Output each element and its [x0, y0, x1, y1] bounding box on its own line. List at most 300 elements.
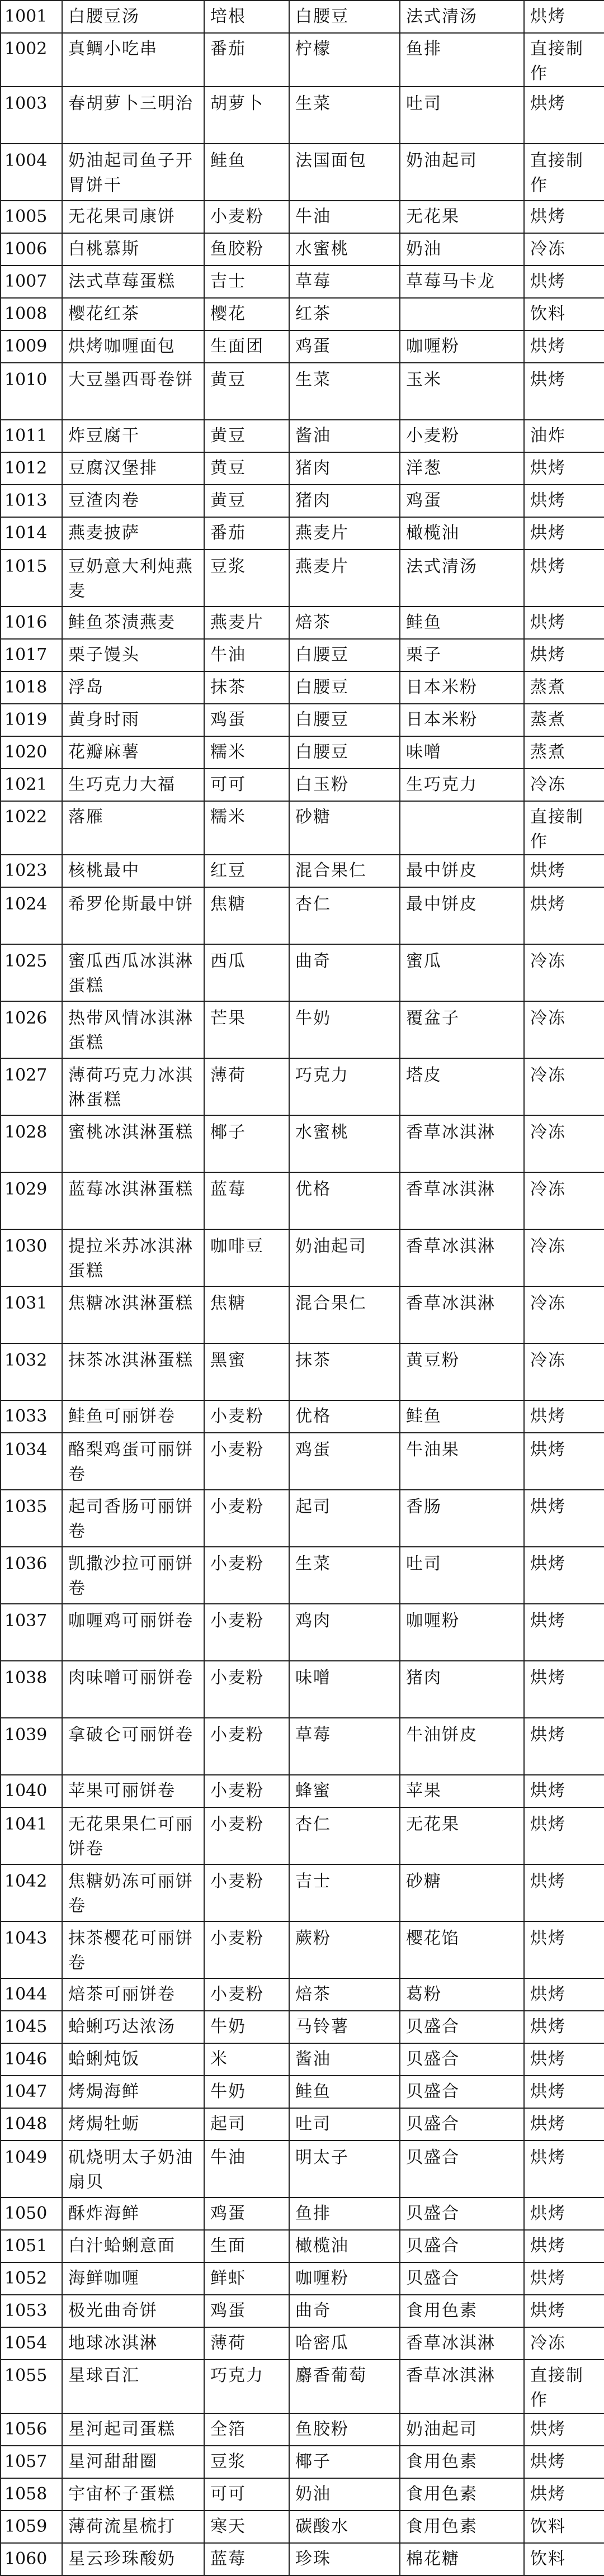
table-row: [1, 1807, 604, 1864]
recipe-name-cell: 樱花红茶: [62, 298, 204, 330]
ingredient-1-cell: 巧克力: [204, 2360, 289, 2413]
ingredient-1-cell: 蓝莓: [204, 2543, 289, 2575]
cooking-method-cell: 烘烤: [524, 1400, 604, 1433]
table-row: [1, 2478, 604, 2511]
recipe-name-cell: 烤焗牡蛎: [62, 2108, 204, 2141]
recipe-name-cell: 浮岛: [62, 671, 204, 704]
table-row: [1, 2543, 604, 2575]
ingredient-1-cell: 豆浆: [204, 2446, 289, 2478]
ingredient-1-cell: 薄荷: [204, 1058, 289, 1115]
ingredient-2-cell: 生菜: [289, 1547, 400, 1604]
ingredient-2-cell: 白腰豆: [289, 736, 400, 769]
recipe-name-cell: 蜜桃冰淇淋蛋糕: [62, 1115, 204, 1172]
cooking-method-cell: 烘烤: [524, 330, 604, 363]
ingredient-3-cell: 玉米: [400, 363, 524, 420]
recipe-name-cell: 咖喱鸡可丽饼卷: [62, 1604, 204, 1661]
recipe-id-cell: 1029: [1, 1172, 62, 1229]
table-row: [1, 363, 604, 420]
ingredient-1-cell: 小麦粉: [204, 1718, 289, 1775]
cooking-method-cell: 烘烤: [524, 607, 604, 639]
ingredient-2-cell: 吉士: [289, 1864, 400, 1921]
ingredient-1-cell: 焦糖: [204, 887, 289, 944]
ingredient-1-cell: 抹茶: [204, 671, 289, 704]
recipe-id-cell: 1028: [1, 1115, 62, 1172]
recipe-name-cell: 极光曲奇饼: [62, 2295, 204, 2327]
recipe-id-cell: 1047: [1, 2076, 62, 2108]
table-row: [1, 1058, 604, 1115]
recipe-name-cell: 酥炸海鲜: [62, 2198, 204, 2230]
recipe-id-cell: 1013: [1, 485, 62, 517]
ingredient-1-cell: 番茄: [204, 33, 289, 87]
cooking-method-cell: 直接制作: [524, 2360, 604, 2413]
ingredient-1-cell: 生面: [204, 2230, 289, 2262]
cooking-method-cell: 直接制作: [524, 33, 604, 87]
ingredient-3-cell: 塔皮: [400, 1058, 524, 1115]
recipe-id-cell: 1044: [1, 1978, 62, 2011]
cooking-method-cell: 冷冻: [524, 1001, 604, 1058]
table-row: [1, 485, 604, 517]
cooking-method-cell: 冷冻: [524, 233, 604, 266]
ingredient-2-cell: 白腰豆: [289, 671, 400, 704]
ingredient-1-cell: 鸡蛋: [204, 2295, 289, 2327]
table-row: [1, 855, 604, 887]
table-row: [1, 2198, 604, 2230]
ingredient-2-cell: 水蜜桃: [289, 1115, 400, 1172]
recipe-id-cell: 1002: [1, 33, 62, 87]
table-row: [1, 639, 604, 671]
recipe-name-cell: 蛤蜊巧达浓汤: [62, 2011, 204, 2043]
ingredient-2-cell: 焙茶: [289, 1978, 400, 2011]
table-row: [1, 1775, 604, 1807]
ingredient-1-cell: 小麦粉: [204, 1604, 289, 1661]
ingredient-3-cell: 奶油: [400, 233, 524, 266]
cooking-method-cell: 烘烤: [524, 1864, 604, 1921]
cooking-method-cell: 冷冻: [524, 1343, 604, 1400]
recipe-name-cell: 燕麦披萨: [62, 517, 204, 550]
ingredient-2-cell: 猪肉: [289, 452, 400, 485]
cooking-method-cell: 烘烤: [524, 1775, 604, 1807]
ingredient-2-cell: 吐司: [289, 2108, 400, 2141]
recipe-id-cell: 1040: [1, 1775, 62, 1807]
ingredient-1-cell: 鸡蛋: [204, 704, 289, 736]
ingredient-1-cell: 鲑鱼: [204, 144, 289, 201]
ingredient-3-cell: 草莓马卡龙: [400, 266, 524, 298]
table-row: [1, 550, 604, 607]
cooking-method-cell: 直接制作: [524, 144, 604, 201]
table-row: [1, 1661, 604, 1718]
ingredient-2-cell: 酱油: [289, 420, 400, 452]
table-row: [1, 1400, 604, 1433]
ingredient-2-cell: 白腰豆: [289, 704, 400, 736]
table-row: [1, 2262, 604, 2295]
ingredient-3-cell: 橄榄油: [400, 517, 524, 550]
ingredient-1-cell: 糯米: [204, 801, 289, 855]
recipe-name-cell: 抹茶冰淇淋蛋糕: [62, 1343, 204, 1400]
ingredient-3-cell: 食用色素: [400, 2446, 524, 2478]
cooking-method-cell: 烘烤: [524, 485, 604, 517]
cooking-method-cell: 烘烤: [524, 1547, 604, 1604]
ingredient-1-cell: 黑蜜: [204, 1343, 289, 1400]
ingredient-3-cell: 食用色素: [400, 2511, 524, 2543]
table-row: [1, 330, 604, 363]
ingredient-3-cell: 最中饼皮: [400, 855, 524, 887]
recipe-id-cell: 1003: [1, 87, 62, 144]
recipe-name-cell: 豆奶意大利炖燕麦: [62, 550, 204, 607]
ingredient-3-cell: [400, 298, 524, 330]
recipe-id-cell: 1026: [1, 1001, 62, 1058]
table-row: [1, 2141, 604, 2198]
recipe-id-cell: 1025: [1, 944, 62, 1001]
ingredient-2-cell: 鸡肉: [289, 1604, 400, 1661]
ingredient-2-cell: 优格: [289, 1172, 400, 1229]
ingredient-1-cell: 小麦粉: [204, 201, 289, 233]
table-row: [1, 607, 604, 639]
ingredient-1-cell: 红豆: [204, 855, 289, 887]
ingredient-1-cell: 小麦粉: [204, 1490, 289, 1547]
recipe-id-cell: 1046: [1, 2043, 62, 2076]
table-row: [1, 2327, 604, 2360]
cooking-method-cell: 烘烤: [524, 1604, 604, 1661]
recipe-id-cell: 1048: [1, 2108, 62, 2141]
ingredient-1-cell: 焦糖: [204, 1286, 289, 1343]
table-row: [1, 801, 604, 855]
table-row: [1, 266, 604, 298]
cooking-method-cell: 烘烤: [524, 2413, 604, 2446]
recipe-id-cell: 1049: [1, 2141, 62, 2198]
table-row: [1, 2108, 604, 2141]
recipe-id-cell: 1060: [1, 2543, 62, 2575]
ingredient-2-cell: 奶油: [289, 2478, 400, 2511]
recipe-name-cell: 矶烧明太子奶油扇贝: [62, 2141, 204, 2198]
ingredient-1-cell: 鱼胶粉: [204, 233, 289, 266]
recipe-name-cell: 白腰豆汤: [62, 1, 204, 33]
recipe-name-cell: 提拉米苏冰淇淋蛋糕: [62, 1229, 204, 1286]
ingredient-3-cell: 贝盛合: [400, 2076, 524, 2108]
recipe-name-cell: 肉味噌可丽饼卷: [62, 1661, 204, 1718]
recipe-name-cell: 大豆墨西哥卷饼: [62, 363, 204, 420]
ingredient-3-cell: 贝盛合: [400, 2011, 524, 2043]
recipe-name-cell: 春胡萝卜三明治: [62, 87, 204, 144]
ingredient-3-cell: 奶油起司: [400, 2413, 524, 2446]
table-row: [1, 1604, 604, 1661]
ingredient-2-cell: 红茶: [289, 298, 400, 330]
ingredient-1-cell: 生面团: [204, 330, 289, 363]
table-row: [1, 1978, 604, 2011]
table-row: [1, 1864, 604, 1921]
ingredient-1-cell: 糯米: [204, 736, 289, 769]
cooking-method-cell: 烘烤: [524, 2076, 604, 2108]
cooking-method-cell: 冷冻: [524, 2327, 604, 2360]
ingredient-3-cell: 贝盛合: [400, 2230, 524, 2262]
ingredient-3-cell: 吐司: [400, 87, 524, 144]
recipe-id-cell: 1043: [1, 1921, 62, 1978]
ingredient-2-cell: 鱼胶粉: [289, 2413, 400, 2446]
recipe-id-cell: 1030: [1, 1229, 62, 1286]
table-row: [1, 452, 604, 485]
recipe-id-cell: 1055: [1, 2360, 62, 2413]
ingredient-2-cell: 鱼排: [289, 2198, 400, 2230]
recipe-name-cell: 蛤蜊炖饭: [62, 2043, 204, 2076]
recipe-name-cell: 炸豆腐干: [62, 420, 204, 452]
table-row: [1, 1229, 604, 1286]
cooking-method-cell: 烘烤: [524, 2198, 604, 2230]
recipe-id-cell: 1027: [1, 1058, 62, 1115]
cooking-method-cell: 烘烤: [524, 2478, 604, 2511]
recipe-id-cell: 1053: [1, 2295, 62, 2327]
ingredient-3-cell: 味噌: [400, 736, 524, 769]
recipe-id-cell: 1036: [1, 1547, 62, 1604]
ingredient-2-cell: 混合果仁: [289, 855, 400, 887]
recipe-id-cell: 1051: [1, 2230, 62, 2262]
ingredient-3-cell: 无花果: [400, 1807, 524, 1864]
ingredient-2-cell: 燕麦片: [289, 517, 400, 550]
ingredient-2-cell: 麝香葡萄: [289, 2360, 400, 2413]
recipe-name-cell: 焦糖奶冻可丽饼卷: [62, 1864, 204, 1921]
ingredient-1-cell: 小麦粉: [204, 1807, 289, 1864]
table-row: [1, 887, 604, 944]
cooking-method-cell: 烘烤: [524, 550, 604, 607]
cooking-method-cell: 冷冻: [524, 1058, 604, 1115]
recipe-id-cell: 1037: [1, 1604, 62, 1661]
cooking-method-cell: 烘烤: [524, 1807, 604, 1864]
recipe-name-cell: 蓝莓冰淇淋蛋糕: [62, 1172, 204, 1229]
ingredient-2-cell: 咖喱粉: [289, 2262, 400, 2295]
ingredient-1-cell: 小麦粉: [204, 1433, 289, 1490]
recipe-name-cell: 鲑鱼茶渍燕麦: [62, 607, 204, 639]
cooking-method-cell: 烘烤: [524, 2043, 604, 2076]
cooking-method-cell: 烘烤: [524, 363, 604, 420]
cooking-method-cell: 烘烤: [524, 887, 604, 944]
table-row: [1, 517, 604, 550]
ingredient-3-cell: 鱼排: [400, 33, 524, 87]
ingredient-1-cell: 小麦粉: [204, 1921, 289, 1978]
cooking-method-cell: 烘烤: [524, 452, 604, 485]
ingredient-3-cell: 棉花糖: [400, 2543, 524, 2575]
table-row: [1, 736, 604, 769]
recipe-name-cell: 星球百汇: [62, 2360, 204, 2413]
recipe-name-cell: 法式草莓蛋糕: [62, 266, 204, 298]
ingredient-3-cell: [400, 801, 524, 855]
recipe-id-cell: 1059: [1, 2511, 62, 2543]
ingredient-3-cell: 覆盆子: [400, 1001, 524, 1058]
ingredient-1-cell: 牛奶: [204, 2076, 289, 2108]
ingredient-1-cell: 米: [204, 2043, 289, 2076]
table-row: [1, 1286, 604, 1343]
recipe-id-cell: 1014: [1, 517, 62, 550]
ingredient-2-cell: 哈密瓜: [289, 2327, 400, 2360]
ingredient-3-cell: 牛油果: [400, 1433, 524, 1490]
recipe-id-cell: 1006: [1, 233, 62, 266]
table-row: [1, 33, 604, 87]
recipe-id-cell: 1045: [1, 2011, 62, 2043]
ingredient-3-cell: 吐司: [400, 1547, 524, 1604]
recipe-id-cell: 1011: [1, 420, 62, 452]
ingredient-3-cell: 贝盛合: [400, 2108, 524, 2141]
ingredient-2-cell: 焙茶: [289, 607, 400, 639]
ingredient-3-cell: 法式清汤: [400, 550, 524, 607]
ingredient-2-cell: 水蜜桃: [289, 233, 400, 266]
recipe-id-cell: 1005: [1, 201, 62, 233]
recipe-name-cell: 落雁: [62, 801, 204, 855]
recipe-table-body: [1, 1, 604, 2575]
cooking-method-cell: 蒸煮: [524, 671, 604, 704]
recipe-id-cell: 1058: [1, 2478, 62, 2511]
recipe-name-cell: 核桃最中: [62, 855, 204, 887]
table-row: [1, 1172, 604, 1229]
recipe-id-cell: 1031: [1, 1286, 62, 1343]
ingredient-2-cell: 砂糖: [289, 801, 400, 855]
recipe-name-cell: 拿破仑可丽饼卷: [62, 1718, 204, 1775]
ingredient-1-cell: 牛油: [204, 2141, 289, 2198]
ingredient-2-cell: 起司: [289, 1490, 400, 1547]
ingredient-1-cell: 蓝莓: [204, 1172, 289, 1229]
recipe-id-cell: 1042: [1, 1864, 62, 1921]
cooking-method-cell: 烘烤: [524, 2446, 604, 2478]
cooking-method-cell: 饮料: [524, 2511, 604, 2543]
cooking-method-cell: 冷冻: [524, 769, 604, 801]
recipe-id-cell: 1050: [1, 2198, 62, 2230]
ingredient-1-cell: 牛奶: [204, 2011, 289, 2043]
recipe-name-cell: 生巧克力大福: [62, 769, 204, 801]
recipe-id-cell: 1021: [1, 769, 62, 801]
ingredient-2-cell: 法国面包: [289, 144, 400, 201]
ingredient-2-cell: 酱油: [289, 2043, 400, 2076]
ingredient-2-cell: 猪肉: [289, 485, 400, 517]
ingredient-3-cell: 咖喱粉: [400, 1604, 524, 1661]
ingredient-3-cell: 奶油起司: [400, 144, 524, 201]
ingredient-1-cell: 胡萝卜: [204, 87, 289, 144]
recipe-name-cell: 蜜瓜西瓜冰淇淋蛋糕: [62, 944, 204, 1001]
ingredient-1-cell: 薄荷: [204, 2327, 289, 2360]
recipe-id-cell: 1016: [1, 607, 62, 639]
cooking-method-cell: 烘烤: [524, 2011, 604, 2043]
recipe-name-cell: 希罗伦斯最中饼: [62, 887, 204, 944]
ingredient-3-cell: 生巧克力: [400, 769, 524, 801]
cooking-method-cell: 烘烤: [524, 855, 604, 887]
recipe-name-cell: 无花果司康饼: [62, 201, 204, 233]
ingredient-3-cell: 香肠: [400, 1490, 524, 1547]
ingredient-2-cell: 味噌: [289, 1661, 400, 1718]
ingredient-2-cell: 鸡蛋: [289, 1433, 400, 1490]
recipe-id-cell: 1001: [1, 1, 62, 33]
recipe-name-cell: 豆渣肉卷: [62, 485, 204, 517]
cooking-method-cell: 烘烤: [524, 1661, 604, 1718]
recipe-name-cell: 热带风情冰淇淋蛋糕: [62, 1001, 204, 1058]
cooking-method-cell: 烘烤: [524, 201, 604, 233]
table-row: [1, 1115, 604, 1172]
recipe-name-cell: 薄荷巧克力冰淇淋蛋糕: [62, 1058, 204, 1115]
ingredient-3-cell: 砂糖: [400, 1864, 524, 1921]
ingredient-3-cell: 咖喱粉: [400, 330, 524, 363]
ingredient-2-cell: 杏仁: [289, 887, 400, 944]
ingredient-1-cell: 小麦粉: [204, 1775, 289, 1807]
ingredient-2-cell: 抹茶: [289, 1343, 400, 1400]
ingredient-2-cell: 巧克力: [289, 1058, 400, 1115]
cooking-method-cell: 冷冻: [524, 1172, 604, 1229]
ingredient-3-cell: 食用色素: [400, 2295, 524, 2327]
ingredient-3-cell: 最中饼皮: [400, 887, 524, 944]
cooking-method-cell: 烘烤: [524, 87, 604, 144]
table-row: [1, 1001, 604, 1058]
ingredient-3-cell: 苹果: [400, 1775, 524, 1807]
cooking-method-cell: 烘烤: [524, 517, 604, 550]
table-row: [1, 944, 604, 1001]
ingredient-1-cell: 西瓜: [204, 944, 289, 1001]
table-row: [1, 2360, 604, 2413]
cooking-method-cell: 冷冻: [524, 1286, 604, 1343]
ingredient-3-cell: 鲑鱼: [400, 607, 524, 639]
ingredient-3-cell: 日本米粉: [400, 704, 524, 736]
table-row: [1, 87, 604, 144]
ingredient-1-cell: 小麦粉: [204, 1864, 289, 1921]
cooking-method-cell: 烘烤: [524, 1433, 604, 1490]
table-row: [1, 201, 604, 233]
recipe-name-cell: 焦糖冰淇淋蛋糕: [62, 1286, 204, 1343]
ingredient-2-cell: 牛油: [289, 201, 400, 233]
ingredient-3-cell: 贝盛合: [400, 2043, 524, 2076]
ingredient-2-cell: 混合果仁: [289, 1286, 400, 1343]
ingredient-3-cell: 葛粉: [400, 1978, 524, 2011]
ingredient-1-cell: 燕麦片: [204, 607, 289, 639]
recipe-name-cell: 焙茶可丽饼卷: [62, 1978, 204, 2011]
recipe-name-cell: 黄身时雨: [62, 704, 204, 736]
ingredient-3-cell: 贝盛合: [400, 2141, 524, 2198]
ingredient-1-cell: 吉士: [204, 266, 289, 298]
recipe-name-cell: 宇宙杯子蛋糕: [62, 2478, 204, 2511]
ingredient-3-cell: 香草冰淇淋: [400, 1172, 524, 1229]
table-row: [1, 2511, 604, 2543]
ingredient-3-cell: 贝盛合: [400, 2198, 524, 2230]
ingredient-2-cell: 橄榄油: [289, 2230, 400, 2262]
ingredient-3-cell: 食用色素: [400, 2478, 524, 2511]
recipe-id-cell: 1023: [1, 855, 62, 887]
table-row: [1, 769, 604, 801]
table-row: [1, 2295, 604, 2327]
ingredient-1-cell: 小麦粉: [204, 1661, 289, 1718]
cooking-method-cell: 冷冻: [524, 1115, 604, 1172]
ingredient-2-cell: 蕨粉: [289, 1921, 400, 1978]
table-row: [1, 420, 604, 452]
ingredient-3-cell: 无花果: [400, 201, 524, 233]
table-row: [1, 1547, 604, 1604]
ingredient-2-cell: 蜂蜜: [289, 1775, 400, 1807]
recipe-name-cell: 抹茶樱花可丽饼卷: [62, 1921, 204, 1978]
ingredient-1-cell: 豆浆: [204, 550, 289, 607]
ingredient-2-cell: 杏仁: [289, 1807, 400, 1864]
table-row: [1, 2446, 604, 2478]
recipe-name-cell: 白桃慕斯: [62, 233, 204, 266]
recipe-id-cell: 1032: [1, 1343, 62, 1400]
recipe-name-cell: 起司香肠可丽饼卷: [62, 1490, 204, 1547]
cooking-method-cell: 饮料: [524, 298, 604, 330]
ingredient-3-cell: 香草冰淇淋: [400, 2360, 524, 2413]
ingredient-2-cell: 白腰豆: [289, 639, 400, 671]
table-row: [1, 2230, 604, 2262]
ingredient-1-cell: 鲜虾: [204, 2262, 289, 2295]
ingredient-3-cell: 鲑鱼: [400, 1400, 524, 1433]
ingredient-2-cell: 椰子: [289, 2446, 400, 2478]
recipe-id-cell: 1017: [1, 639, 62, 671]
recipe-id-cell: 1004: [1, 144, 62, 201]
table-row: [1, 671, 604, 704]
ingredient-3-cell: 黄豆粉: [400, 1343, 524, 1400]
recipe-id-cell: 1009: [1, 330, 62, 363]
cooking-method-cell: 烘烤: [524, 639, 604, 671]
recipe-name-cell: 薄荷流星梳打: [62, 2511, 204, 2543]
table-row: [1, 2043, 604, 2076]
ingredient-3-cell: 小麦粉: [400, 420, 524, 452]
recipe-id-cell: 1035: [1, 1490, 62, 1547]
